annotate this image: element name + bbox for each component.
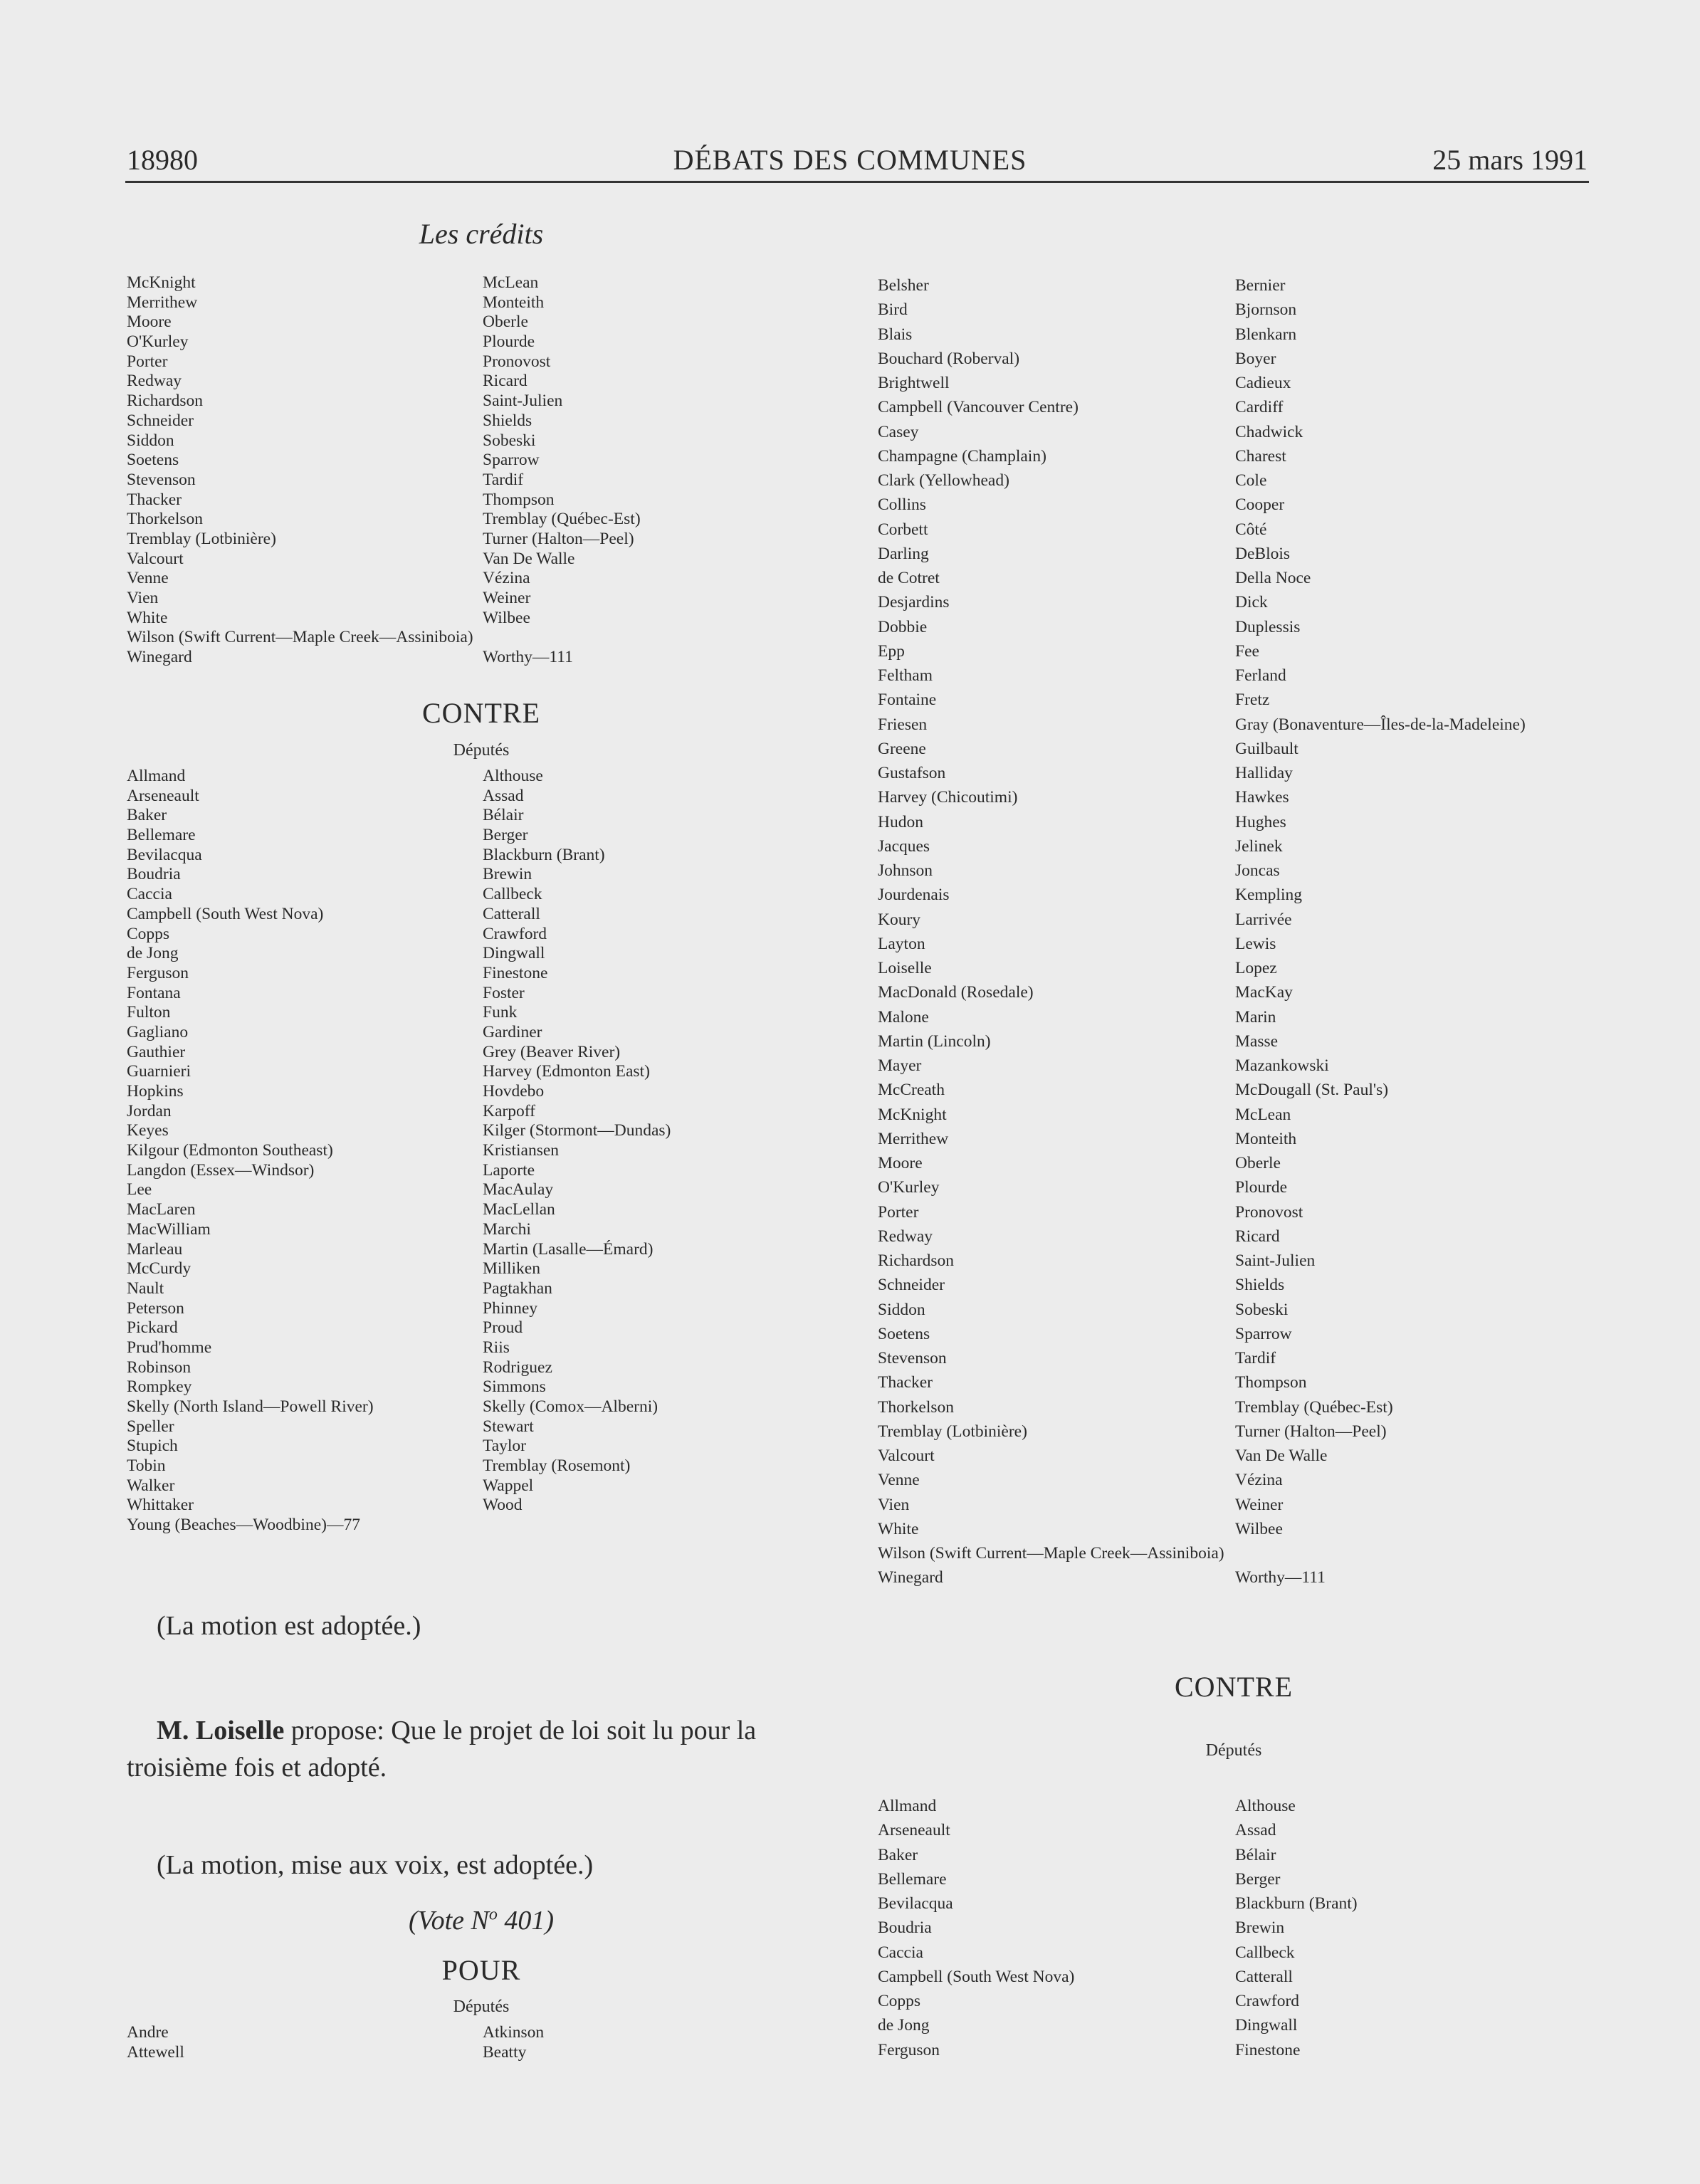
member-name: O'Kurley — [127, 332, 189, 352]
member-name: Gustafson — [878, 764, 946, 782]
member-name: Loiselle — [878, 959, 932, 977]
member-name: Joncas — [1235, 861, 1280, 880]
member-name: Pronovost — [483, 352, 551, 371]
member-name: Bélair — [483, 806, 524, 825]
member-name: Winegard — [127, 648, 192, 667]
member-name: MacLaren — [127, 1200, 196, 1219]
member-name: Dobbie — [878, 617, 928, 636]
member-name: McLean — [1235, 1105, 1291, 1124]
member-name: Dick — [1235, 593, 1268, 612]
member-name: Plourde — [1235, 1178, 1288, 1197]
member-name — [1235, 1541, 1526, 1565]
member-name: Chadwick — [1235, 422, 1303, 441]
proposal-paragraph — [127, 1712, 867, 1786]
pour-list-b — [483, 2023, 544, 2062]
member-name: Tremblay (Québec-Est) — [483, 510, 641, 529]
member-name: Walker — [127, 1476, 175, 1495]
member-name: Stevenson — [127, 470, 196, 489]
issue-date: 25 mars 1991 — [1432, 144, 1588, 176]
member-name: Allmand — [127, 767, 186, 785]
member-name: Phinney — [483, 1298, 538, 1318]
member-name: Ricard — [1235, 1227, 1280, 1246]
right-pour-list-b — [1235, 273, 1526, 1590]
member-name: Blenkarn — [1235, 325, 1297, 344]
pour-subheading: Députés — [453, 1997, 510, 2016]
member-name: Attewell — [127, 2042, 184, 2062]
member-name: Milliken — [483, 1259, 540, 1279]
member-name: Martin (Lincoln) — [878, 1031, 991, 1051]
member-name: McDougall (St. Paul's) — [1235, 1081, 1389, 1100]
member-name: Shields — [483, 411, 532, 430]
member-name: Harvey (Edmonton East) — [483, 1062, 650, 1081]
member-name: Young (Beaches—Woodbine)—77 — [127, 1516, 360, 1535]
proposer-name: M. Loiselle — [157, 1716, 285, 1745]
member-name: Koury — [878, 910, 921, 929]
member-name: Della Noce — [1235, 569, 1311, 587]
member-name: Ferguson — [878, 2040, 940, 2059]
member-name: Catterall — [483, 904, 540, 923]
member-name: de Cotret — [878, 569, 940, 587]
member-name: Bird — [878, 300, 908, 320]
member-name: Assad — [1235, 1821, 1276, 1840]
member-name: Siddon — [878, 1300, 925, 1319]
member-name: Atkinson — [483, 2023, 545, 2042]
member-name: Lewis — [1235, 934, 1276, 953]
member-name: Bjornson — [1235, 300, 1297, 320]
member-name: Ferguson — [127, 963, 189, 982]
member-name: Kristiansen — [483, 1141, 560, 1160]
member-name: Arseneault — [878, 1821, 950, 1840]
member-name: Hawkes — [1235, 788, 1289, 807]
member-name: Sparrow — [483, 451, 540, 470]
motion-vote-result: (La motion, mise aux voix, est adoptée.) — [157, 1850, 594, 1880]
member-name: Proud — [483, 1318, 523, 1338]
contre-heading: CONTRE — [422, 697, 540, 729]
member-name: Thorkelson — [127, 510, 204, 529]
member-name: Pagtakhan — [483, 1279, 552, 1298]
member-name: White — [878, 1519, 919, 1538]
member-name: Fontaine — [878, 691, 937, 710]
contre-subheading: Députés — [453, 741, 510, 760]
member-name: Gauthier — [127, 1042, 186, 1061]
member-name: Redway — [127, 372, 182, 391]
motion-adopted: (La motion est adoptée.) — [157, 1611, 421, 1641]
member-name: Stupich — [127, 1437, 178, 1456]
member-name: Oberle — [1235, 1154, 1281, 1172]
member-name: McKnight — [878, 1105, 947, 1124]
member-name: Nault — [127, 1279, 164, 1298]
member-name: Copps — [878, 1992, 921, 2010]
member-name: Karpoff — [483, 1101, 535, 1120]
member-name: Ferland — [1235, 666, 1286, 685]
right-contre-list-b — [1235, 1794, 1358, 2062]
member-name: Worthy—111 — [1235, 1568, 1326, 1587]
member-name: Tremblay (Québec-Est) — [1235, 1397, 1393, 1417]
member-name: MacKay — [1235, 983, 1293, 1002]
member-name: Sobeski — [1235, 1300, 1289, 1319]
member-name: Callbeck — [483, 885, 542, 904]
member-name: Fontana — [127, 983, 181, 1002]
member-name: Shields — [1235, 1276, 1285, 1295]
member-name: Boudria — [878, 1918, 932, 1938]
member-name: Plourde — [483, 332, 535, 352]
member-name: Weiner — [483, 589, 531, 607]
contre-list-a — [127, 767, 374, 1535]
member-name: Tremblay (Lotbinière) — [878, 1422, 1027, 1441]
member-name: Beatty — [483, 2042, 527, 2062]
member-name: Moore — [127, 313, 172, 332]
member-name: Caccia — [127, 885, 172, 904]
member-name: Thacker — [878, 1373, 933, 1392]
member-name: Bevilacqua — [878, 1894, 953, 1913]
member-name: Catterall — [1235, 1967, 1293, 1986]
member-name: Thompson — [1235, 1373, 1307, 1392]
member-name: Althouse — [1235, 1797, 1296, 1815]
member-name: Grey (Beaver River) — [483, 1042, 621, 1061]
member-name: Jordan — [127, 1101, 172, 1120]
right-pour-list-a — [878, 273, 1224, 1590]
member-name: Halliday — [1235, 764, 1293, 782]
member-name: O'Kurley — [878, 1178, 940, 1197]
member-name: Vien — [878, 1495, 910, 1514]
member-name: Blais — [878, 325, 913, 344]
member-name: Greene — [878, 739, 926, 758]
member-name: Callbeck — [1235, 1943, 1295, 1962]
member-name: Tobin — [127, 1456, 166, 1476]
member-name: Bouchard (Roberval) — [878, 349, 1020, 368]
member-name: Kilger (Stormont—Dundas) — [483, 1121, 671, 1140]
member-name: Cooper — [1235, 495, 1285, 515]
member-name: Assad — [483, 786, 524, 805]
member-name: Jourdenais — [878, 886, 950, 905]
member-name: Gardiner — [483, 1022, 542, 1041]
member-name: Marleau — [127, 1239, 183, 1259]
member-name: Wilson (Swift Current—Maple Creek—Assiniboia) — [127, 628, 473, 647]
member-name: Marin — [1235, 1007, 1276, 1027]
member-name: Mazankowski — [1235, 1056, 1329, 1075]
credits-list-a — [127, 273, 473, 668]
member-name: Wood — [483, 1496, 523, 1515]
member-name: Guilbault — [1235, 739, 1298, 758]
member-name: Thacker — [127, 490, 182, 509]
member-name: Vézina — [1235, 1471, 1283, 1490]
member-name — [483, 1516, 671, 1535]
member-name: Riis — [483, 1338, 510, 1357]
member-name: Foster — [483, 983, 525, 1002]
member-name: Skelly (Comox—Alberni) — [483, 1397, 659, 1416]
member-name: Sobeski — [483, 431, 536, 450]
member-name: Simmons — [483, 1377, 546, 1397]
member-name: Crawford — [483, 924, 547, 943]
member-name: Thompson — [483, 490, 555, 509]
member-name: MacWilliam — [127, 1219, 211, 1239]
member-name: McCurdy — [127, 1259, 191, 1279]
member-name: Gray (Bonaventure—Îles-de-la-Madeleine) — [1235, 715, 1526, 734]
member-name: McCreath — [878, 1081, 945, 1100]
member-name: Darling — [878, 544, 929, 563]
member-name: Tardif — [1235, 1349, 1276, 1367]
member-name: Arseneault — [127, 786, 199, 805]
member-name: Brewin — [483, 865, 532, 884]
member-name: Vézina — [483, 569, 530, 588]
member-name: Prud'homme — [127, 1338, 212, 1357]
contre-list-b — [483, 767, 671, 1535]
member-name: Stewart — [483, 1417, 534, 1436]
member-name: Cadieux — [1235, 374, 1291, 392]
member-name: Malone — [878, 1007, 929, 1027]
member-name: Lee — [127, 1180, 152, 1199]
member-name: Keyes — [127, 1121, 169, 1140]
member-name: McLean — [483, 273, 539, 292]
member-name: Robinson — [127, 1358, 191, 1377]
member-name: Moore — [878, 1154, 923, 1172]
member-name: Speller — [127, 1417, 174, 1436]
member-name: Van De Walle — [1235, 1447, 1328, 1465]
proposal-text-2: troisième fois et adopté. — [127, 1753, 387, 1783]
member-name: Collins — [878, 495, 926, 515]
pour-list-a — [127, 2023, 184, 2062]
member-name: Marchi — [483, 1219, 531, 1239]
credits-list-b — [483, 273, 641, 668]
member-name: Allmand — [878, 1797, 937, 1815]
member-name: Feltham — [878, 666, 933, 685]
member-name: Wilbee — [1235, 1519, 1283, 1538]
member-name: Cardiff — [1235, 398, 1284, 417]
member-name: Charest — [1235, 446, 1286, 466]
member-name: MacAulay — [483, 1180, 554, 1199]
pour-heading: POUR — [441, 1954, 521, 1986]
member-name: Taylor — [483, 1437, 526, 1456]
member-name: Andre — [127, 2023, 169, 2042]
member-name: Wilson (Swift Current—Maple Creek—Assiniboia) — [878, 1544, 1224, 1563]
vote-number: (Vote $N^o$ 401) — [408, 1905, 555, 1936]
member-name: Pickard — [127, 1318, 178, 1338]
member-name: Laporte — [483, 1160, 535, 1180]
member-name: Monteith — [1235, 1129, 1297, 1148]
member-name: Dingwall — [1235, 2016, 1298, 2035]
member-name: Bevilacqua — [127, 845, 202, 864]
member-name: Bellemare — [878, 1869, 947, 1889]
member-name: Friesen — [878, 715, 928, 734]
member-name: Berger — [483, 826, 528, 845]
member-name: Larrivée — [1235, 910, 1292, 929]
member-name: Richardson — [127, 392, 204, 411]
member-name: Skelly (North Island—Powell River) — [127, 1397, 374, 1416]
member-name: Merrithew — [127, 293, 198, 312]
member-name: Siddon — [127, 431, 174, 450]
member-name: Finestone — [483, 963, 548, 982]
member-name: Tremblay (Rosemont) — [483, 1456, 631, 1476]
member-name: Blackburn (Brant) — [483, 845, 605, 864]
member-name: Rompkey — [127, 1377, 192, 1397]
member-name: Campbell (South West Nova) — [878, 1967, 1075, 1986]
page-number: 18980 — [127, 144, 198, 176]
member-name: Oberle — [483, 313, 528, 332]
member-name: Jelinek — [1235, 836, 1283, 856]
member-name: Tardif — [483, 470, 524, 489]
member-name: Saint-Julien — [483, 392, 563, 411]
member-name: Valcourt — [878, 1447, 935, 1465]
member-name: de Jong — [127, 944, 179, 963]
member-name: Vien — [127, 589, 159, 607]
member-name: Sparrow — [1235, 1324, 1292, 1343]
member-name: Venne — [878, 1471, 920, 1490]
member-name: de Jong — [878, 2016, 930, 2035]
member-name: Caccia — [878, 1943, 923, 1962]
member-name: Cole — [1235, 471, 1267, 490]
member-name: Champagne (Champlain) — [878, 446, 1046, 466]
member-name: Redway — [878, 1227, 933, 1246]
member-name: Gagliano — [127, 1022, 189, 1041]
member-name: Casey — [878, 422, 919, 441]
member-name: Kilgour (Edmonton Southeast) — [127, 1141, 333, 1160]
member-name: Althouse — [483, 767, 543, 785]
member-name: Mayer — [878, 1056, 922, 1075]
member-name: Baker — [878, 1845, 918, 1864]
member-name: Desjardins — [878, 593, 950, 612]
member-name: Langdon (Essex—Windsor) — [127, 1160, 315, 1180]
member-name: Wappel — [483, 1476, 534, 1495]
member-name: MacDonald (Rosedale) — [878, 983, 1034, 1002]
member-name: Côté — [1235, 520, 1267, 539]
member-name: Copps — [127, 924, 170, 943]
member-name: Epp — [878, 641, 905, 661]
member-name: Thorkelson — [878, 1397, 955, 1417]
right-contre-heading: CONTRE — [1175, 1671, 1293, 1703]
member-name: Winegard — [878, 1568, 943, 1587]
member-name: Monteith — [483, 293, 545, 312]
member-name: Pronovost — [1235, 1202, 1303, 1222]
member-name: Kempling — [1235, 886, 1302, 905]
member-name: MacLellan — [483, 1200, 555, 1219]
member-name: Rodriguez — [483, 1358, 552, 1377]
header-rule — [125, 181, 1589, 183]
member-name: Hudon — [878, 812, 923, 831]
member-name: DeBlois — [1235, 544, 1291, 563]
member-name: Bélair — [1235, 1845, 1276, 1864]
member-name: Baker — [127, 806, 167, 825]
member-name: Saint-Julien — [1235, 1251, 1316, 1270]
member-name: White — [127, 608, 168, 627]
right-contre-list-a — [878, 1794, 1074, 2062]
member-name: Tremblay (Lotbinière) — [127, 529, 276, 548]
member-name: Finestone — [1235, 2040, 1301, 2059]
member-name: Clark (Yellowhead) — [878, 471, 1009, 490]
member-name: Fee — [1235, 641, 1259, 661]
member-name: Peterson — [127, 1298, 184, 1318]
member-name: Funk — [483, 1003, 518, 1022]
member-name: Crawford — [1235, 1992, 1300, 2010]
member-name: Bernier — [1235, 276, 1286, 295]
member-name: Porter — [127, 352, 168, 371]
member-name: Whittaker — [127, 1496, 194, 1515]
member-name: Worthy—111 — [483, 648, 573, 667]
member-name: Porter — [878, 1202, 919, 1222]
member-name: Lopez — [1235, 959, 1277, 977]
member-name: Fretz — [1235, 691, 1270, 710]
member-name: Martin (Lasalle—Émard) — [483, 1239, 654, 1259]
member-name: Ricard — [483, 372, 528, 391]
member-name: Johnson — [878, 861, 933, 880]
member-name: Valcourt — [127, 549, 184, 568]
member-name: Schneider — [127, 411, 194, 430]
member-name: Jacques — [878, 836, 930, 856]
member-name: Hovdebo — [483, 1082, 545, 1101]
member-name: Turner (Halton—Peel) — [483, 529, 634, 548]
member-name: Hopkins — [127, 1082, 184, 1101]
member-name: Weiner — [1235, 1495, 1284, 1514]
member-name: Campbell (Vancouver Centre) — [878, 398, 1079, 417]
member-name: Fulton — [127, 1003, 171, 1022]
member-name: Turner (Halton—Peel) — [1235, 1422, 1387, 1441]
member-name: Soetens — [127, 451, 179, 470]
member-name: Brewin — [1235, 1918, 1285, 1938]
member-name: Duplessis — [1235, 617, 1301, 636]
member-name: Merrithew — [878, 1129, 949, 1148]
proposal-text-1: propose: Que le projet de loi soit lu pour la — [284, 1716, 757, 1745]
member-name: Blackburn (Brant) — [1235, 1894, 1358, 1913]
right-contre-subheading: Députés — [1205, 1741, 1262, 1760]
member-name: Bellemare — [127, 826, 196, 845]
member-name: Schneider — [878, 1276, 945, 1295]
member-name: Hughes — [1235, 812, 1286, 831]
journal-title: DÉBATS DES COMMUNES — [673, 144, 1027, 176]
member-name: Van De Walle — [483, 549, 575, 568]
member-name: Dingwall — [483, 944, 545, 963]
member-name: Boudria — [127, 865, 181, 884]
credits-heading: Les crédits — [419, 218, 544, 250]
member-name: Venne — [127, 569, 169, 588]
member-name: Harvey (Chicoutimi) — [878, 788, 1018, 807]
member-name: Wilbee — [483, 608, 530, 627]
member-name: Stevenson — [878, 1349, 947, 1367]
member-name: Campbell (South West Nova) — [127, 904, 324, 923]
member-name: Boyer — [1235, 349, 1276, 368]
member-name: Layton — [878, 934, 925, 953]
member-name: Guarnieri — [127, 1062, 191, 1081]
member-name: McKnight — [127, 273, 196, 292]
member-name — [483, 628, 641, 648]
member-name: Belsher — [878, 276, 929, 295]
member-name: Brightwell — [878, 374, 950, 392]
member-name: Berger — [1235, 1869, 1281, 1889]
member-name: Soetens — [878, 1324, 930, 1343]
member-name: Masse — [1235, 1031, 1279, 1051]
member-name: Corbett — [878, 520, 928, 539]
member-name: Richardson — [878, 1251, 955, 1270]
